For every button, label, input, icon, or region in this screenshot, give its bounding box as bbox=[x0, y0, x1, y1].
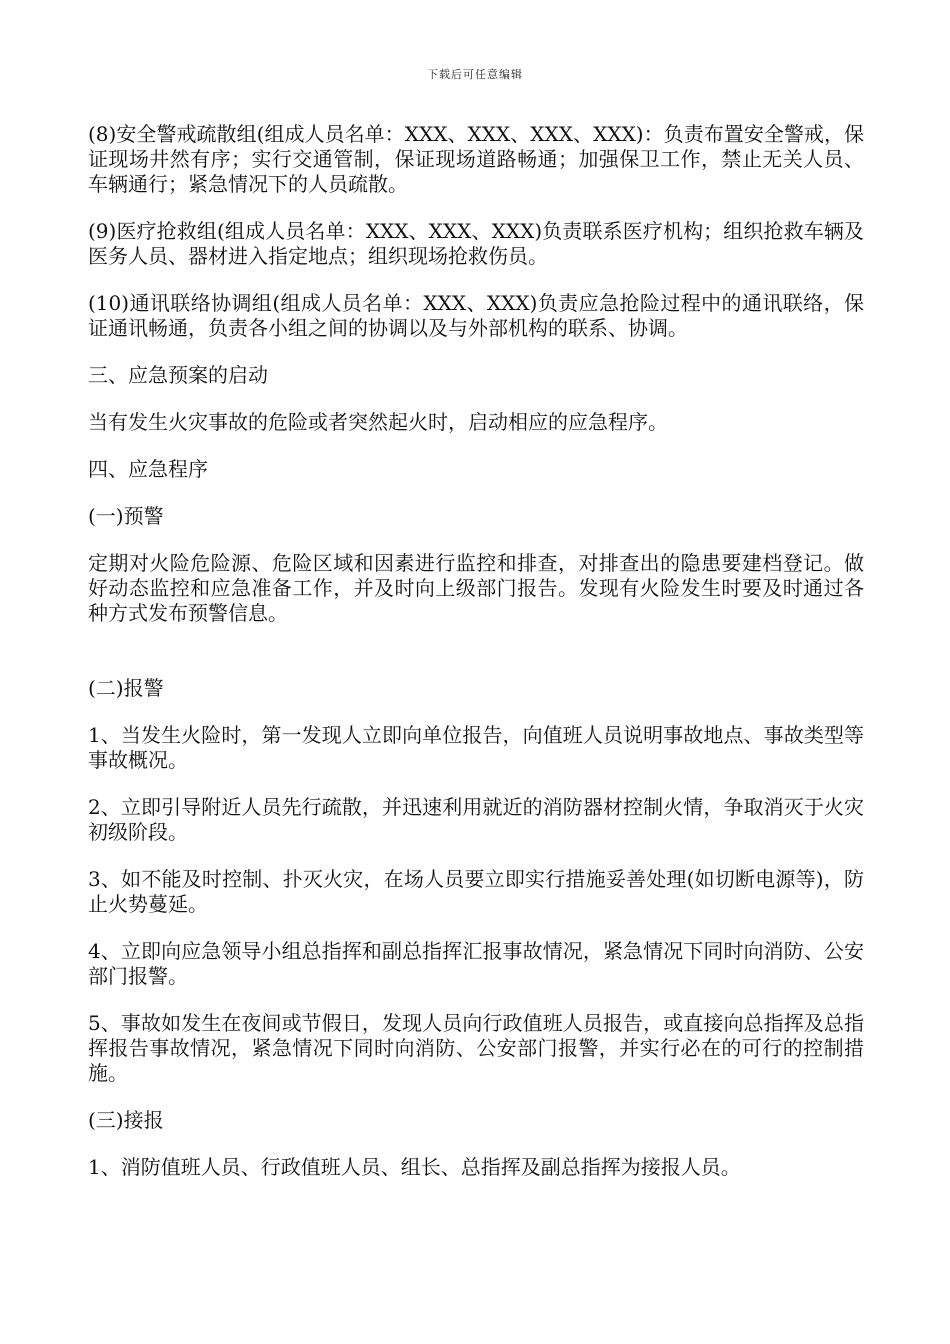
paragraph-early-warning: 定期对火险危险源、危险区域和因素进行监控和排查，对排查出的隐患要建档登记。做好动态监控和应急准备工作，并及时向上级部门报告。发现有火险发生时要及时通过各种方式发布预警信息。 bbox=[88, 551, 864, 625]
paragraph-security-evacuation-group: (8)安全警戒疏散组(组成人员名单：XXX、XXX、XXX、XXX)：负责布置安全警戒，保证现场井然有序；实行交通管制，保证现场道路畅通；加强保卫工作，禁止无关人员、车辆通行；紧急情况下的人员疏散。 bbox=[88, 122, 864, 196]
subheading-early-warning: (一)预警 bbox=[88, 504, 164, 528]
list-item-alarm-3: 3、如不能及时控制、扑灭火灾，在场人员要立即实行措施妥善处理(如切断电源等)，防止火势蔓延。 bbox=[88, 867, 864, 916]
document-body bbox=[88, 122, 864, 1180]
paragraph-medical-rescue-group: (9)医疗抢救组(组成人员名单：XXX、XXX、XXX)负责联系医疗机构；组织抢救车辆及医务人员、器材进入指定地点；组织现场抢救伤员。 bbox=[88, 219, 864, 268]
list-item-alarm-1: 1、当发生火险时，第一发现人立即向单位报告，向值班人员说明事故地点、事故类型等事故概况。 bbox=[88, 723, 864, 772]
paragraph-communication-group: (10)通讯联络协调组(组成人员名单：XXX、XXX)负责应急抢险过程中的通讯联络，保证通讯畅通，负责各小组之间的协调以及与外部机构的联系、协调。 bbox=[88, 291, 864, 340]
section-heading-plan-activation: 三、应急预案的启动 bbox=[88, 363, 268, 387]
section-heading-emergency-procedure: 四、应急程序 bbox=[88, 457, 208, 481]
subheading-receiving-report: (三)接报 bbox=[88, 1108, 164, 1132]
paragraph-activation-condition: 当有发生火灾事故的危险或者突然起火时，启动相应的应急程序。 bbox=[88, 410, 668, 434]
subheading-alarm: (二)报警 bbox=[88, 676, 164, 700]
page-header-note: 下载后可任意编辑 bbox=[427, 68, 523, 81]
list-item-alarm-2: 2、立即引导附近人员先行疏散，并迅速利用就近的消防器材控制火情，争取消灭于火灾初级阶段。 bbox=[88, 795, 864, 844]
list-item-alarm-5: 5、事故如发生在夜间或节假日，发现人员向行政值班人员报告，或直接向总指挥及总指挥报告事故情况，紧急情况下同时向消防、公安部门报警，并实行必在的可行的控制措施。 bbox=[88, 1011, 864, 1085]
list-item-receiving-1: 1、消防值班人员、行政值班人员、组长、总指挥及副总指挥为接报人员。 bbox=[88, 1155, 741, 1179]
list-item-alarm-4: 4、立即向应急领导小组总指挥和副总指挥汇报事故情况，紧急情况下同时向消防、公安部门报警。 bbox=[88, 939, 864, 988]
